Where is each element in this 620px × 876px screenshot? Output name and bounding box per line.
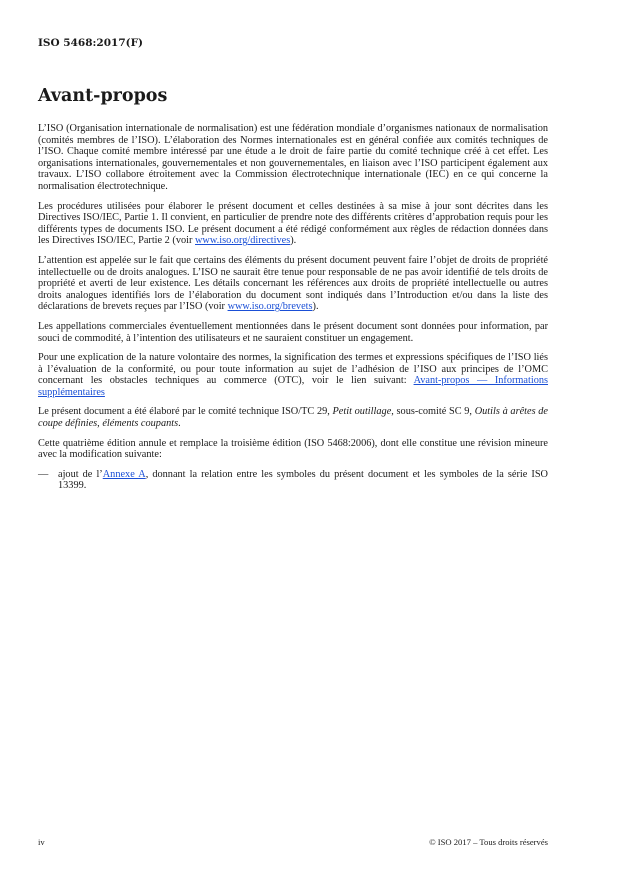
paragraph-text: . [178,418,181,430]
paragraph-text: Les procédures utilisées pour élaborer le présent document et celles destinées à sa mise à jour sont décrites dans les Directives ISO/IEC, Partie 1. Il convient, en particulier de prendre note des différents critères d’approbation requis pour les différents types de documents ISO. Le présent document a été rédigé conformément aux règles de rédaction données dans les Directives ISO/IEC, Partie 2 (voir [38,200,548,247]
paragraph-patents [38,255,548,313]
subcommittee-subtitle: Outils à arêtes de coupe définies, éléments coupants [38,406,548,430]
paragraph-text: , sous-comité SC 9, [391,406,475,418]
paragraph-committee [38,406,548,429]
paragraph-edition: Cette quatrième édition annule et remplace la troisième édition (ISO 5468:2006), dont elle constitue une révision mineure avec la modification suivante: [38,437,548,461]
directives-link[interactable]: www.iso.org/directives [195,235,291,247]
paragraph-text: L’attention est appelée sur le fait que certains des éléments du présent document peuvent faire l’objet de droits de propriété intellectuelle ou de droits analogues. L’ISO ne saurait être tenue pour responsable de ne pas avoir identifié de tels droits de propriété et averti de leur existence. Les détails concernant les références aux droits de propriété intellectuelle ou autres droits analogues identifiés lors de l’élaboration du document sont indiqués dans l’Introduction et/ou dans la liste des déclarations de brevets reçues par l’ISO (voir [38,254,548,313]
paragraph-iso-intro: L’ISO (Organisation internationale de normalisation) est une fédération mondiale d’organismes nationaux de normalisation (comités membres de l’ISO). L’élaboration des Normes internationales est en général confiée aux comités techniques de l’ISO. Chaque comité membre intéressé par une étude a le droit de faire partie du comité technique créé à cet effet. Les organisations internationales, gouvernementales et non gouvernementales, en liaison avec l’ISO participent également aux travaux. L’ISO collabore étroitement avec la Commission électrotechnique internationale (IEC) en ce qui concerne la normalisation électrotechnique. [38,123,548,192]
subcommittee-title: Petit outillage [332,406,392,418]
paragraph-trade-names: Les appellations commerciales éventuellement mentionnées dans le présent document sont données pour information, par souci de commodité, à l’intention des utilisateurs et ne sauraient constituer un engagement. [38,320,548,344]
copyright-notice: © ISO 2017 – Tous droits réservés [429,837,548,847]
document-body [38,123,548,492]
list-dash: — [38,468,49,480]
paragraph-text: Le présent document a été élaboré par le comité technique ISO/TC 29, [38,406,333,418]
list-item-text [58,469,548,492]
paragraph-procedures [38,201,548,247]
page-title: Avant-propos [38,86,168,106]
list-text: ajout de l’ [58,468,103,480]
document-id: ISO 5468:2017(F) [38,37,144,49]
paragraph-text: ). [312,301,319,313]
patents-link[interactable]: www.iso.org/brevets [227,301,313,313]
paragraph-voluntary-nature [38,352,548,398]
paragraph-text: ). [290,235,297,247]
annex-a-link[interactable]: Annexe A [102,468,146,480]
list-text: , donnant la relation entre les symboles du présent document et les symboles de la série ISO 13399. [58,468,548,492]
paragraph-text: Pour une explication de la nature volontaire des normes, la signification des termes et expressions spécifiques de l’ISO liés à l’évaluation de la conformité, ou pour toute information au sujet de l’adhésion de l’ISO aux principes de l’OMC concernant les obstacles techniques au commerce (OTC), voir le lien suivant: [38,352,548,387]
page-number: iv [38,837,45,847]
list-item [38,469,548,492]
supplementary-info-link[interactable]: Avant-propos — Informations supplémentaires [38,375,549,398]
